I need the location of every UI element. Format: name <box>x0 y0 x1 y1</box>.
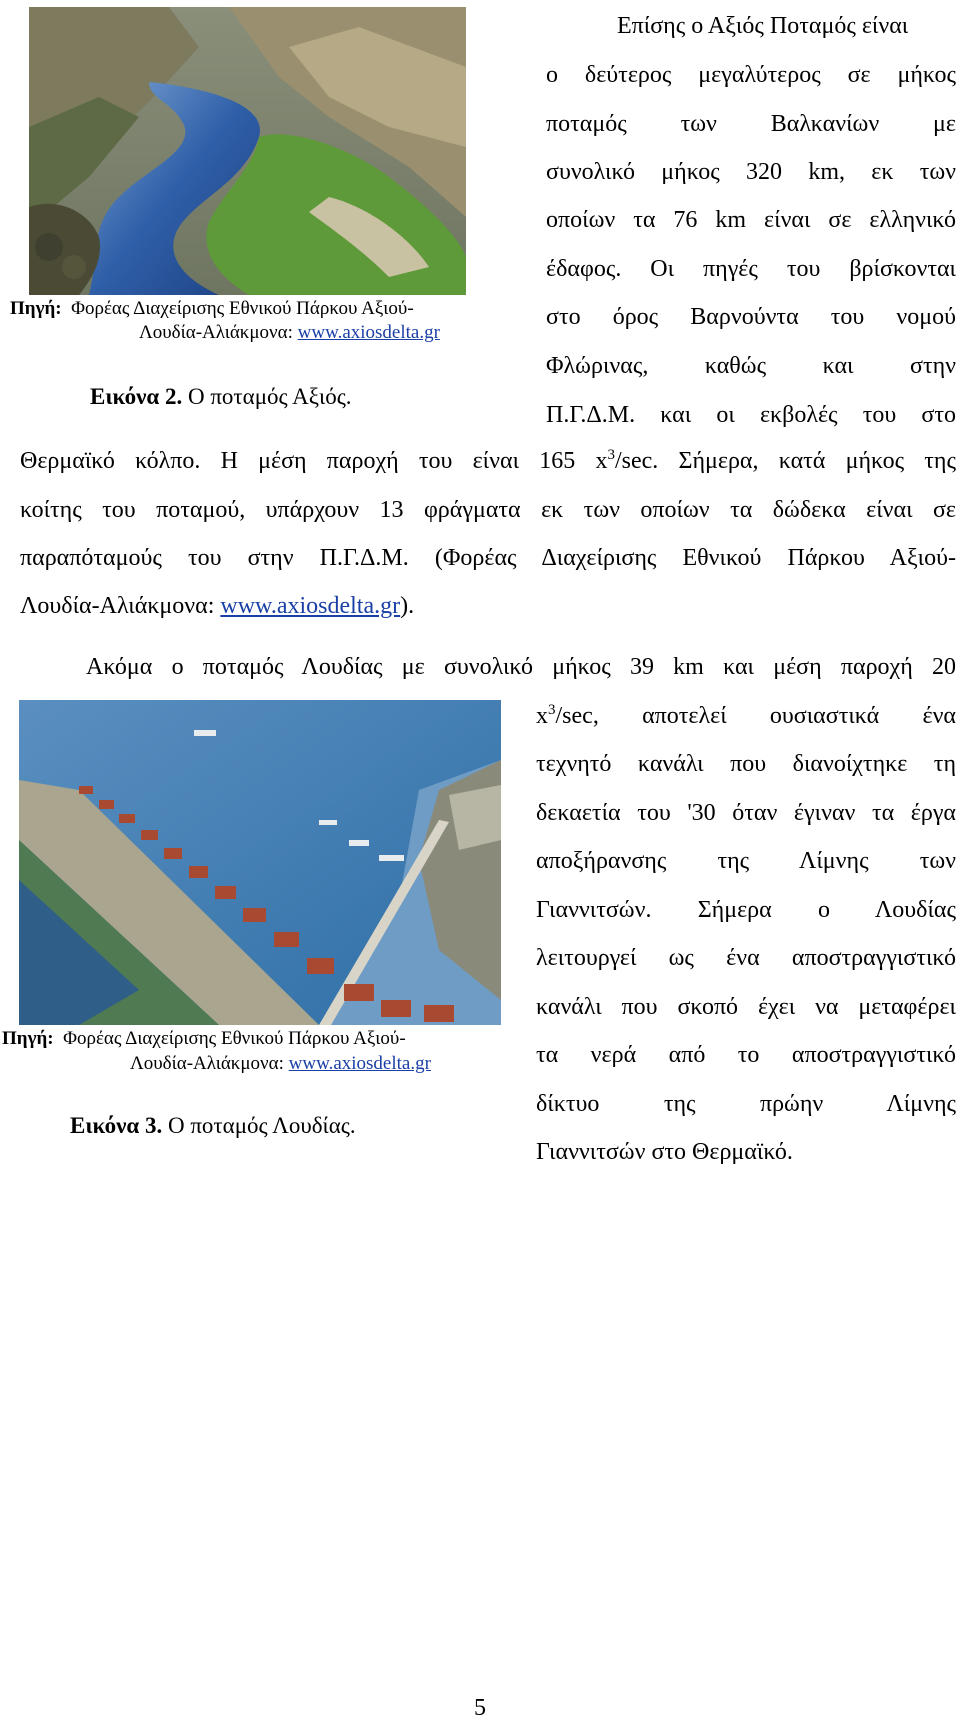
section1-full-line-1 <box>20 447 956 475</box>
figure2-caption-label: Εικόνα 2. <box>90 384 183 409</box>
loudias-river-photo <box>19 700 501 1025</box>
figure2-source-line2 <box>139 321 440 345</box>
section1-full-line-2: κοίτης του ποταμού, υπάρχουν 13 φράγματα εκ των οποίων τα δώδεκα είναι σε <box>20 497 956 523</box>
section2-line-7: κανάλι που σκοπό έχει να μεταφέρει <box>536 994 956 1020</box>
figure2-source-text: Φορέας Διαχείρισης Εθνικού Πάρκου Αξιού- <box>71 298 414 319</box>
section1-line-1: Επίσης ο Αξιός Ποταμός είναι <box>617 13 909 39</box>
figure2-source-text2: Λουδία-Αλιάκμονα: <box>139 322 298 343</box>
section2-line-6: λειτουργεί ως ένα αποστραγγιστικό <box>536 945 956 971</box>
section1-full-line-4 <box>20 592 414 620</box>
figure2-source <box>10 297 414 321</box>
section2-line-1 <box>536 702 956 730</box>
figure2-source-link[interactable]: www.axiosdelta.gr <box>297 322 440 343</box>
section2-line-4: αποξήρανσης της Λίμνης των <box>536 848 956 874</box>
figure3-source-link[interactable]: www.axiosdelta.gr <box>288 1053 431 1074</box>
full-line-4-text: Λουδία-Αλιάκμονα: <box>20 593 221 619</box>
figure3-source-text: Φορέας Διαχείρισης Εθνικού Πάρκου Αξιού- <box>63 1028 406 1049</box>
section2-line-9: δίκτυο της πρώην Λίμνης <box>536 1091 956 1117</box>
figure3-caption <box>70 1112 356 1140</box>
section1-line-8: Φλώρινας, καθώς και στην <box>546 353 956 379</box>
section2-line-1-text: x <box>536 703 548 729</box>
figure3-source-line2 <box>130 1052 431 1076</box>
loudias-river-illustration <box>19 700 501 1025</box>
section2-line-1-text-after: /sec, αποτελεί ουσιαστικά ένα <box>555 703 956 729</box>
full-line-4-link[interactable]: www.axiosdelta.gr <box>220 593 401 619</box>
section1-line-5: οποίων τα 76 km είναι σε ελληνικό <box>546 207 956 233</box>
figure3-source-label: Πηγή: <box>2 1028 54 1049</box>
figure2-caption <box>90 383 352 411</box>
section2-line-5: Γιαννιτσών. Σήμερα ο Λουδίας <box>536 897 956 923</box>
section2-line-2: τεχνητό κανάλι που διανοίχτηκε τη <box>536 751 956 777</box>
axios-river-illustration <box>29 7 466 295</box>
section2-last-line: Γιαννιτσών στο Θερμαϊκό. <box>536 1139 793 1165</box>
section2-line-8: τα νερά από το αποστραγγιστικό <box>536 1042 956 1068</box>
section1-full-line-3: παραπόταμούς του στην Π.Γ.Δ.Μ. (Φορέας Διαχείρισης Εθνικού Πάρκου Αξιού- <box>20 545 956 571</box>
section1-line-6: έδαφος. Οι πηγές του βρίσκονται <box>546 256 956 282</box>
axios-river-photo <box>29 7 466 295</box>
figure3-source <box>2 1027 406 1051</box>
figure2-source-label: Πηγή: <box>10 298 62 319</box>
section2-first-line: Ακόμα ο ποταμός Λουδίας με συνολικό μήκος 39 km και μέση παροχή 20 <box>86 654 956 680</box>
full-line-1-sup: 3 <box>607 447 615 463</box>
section1-line-4: συνολικό μήκος 320 km, εκ των <box>546 159 956 185</box>
section1-line-7: στο όρος Βαρνούντα του νομού <box>546 304 956 330</box>
section1-line-9: Π.Γ.Δ.Μ. και οι εκβολές του στο <box>546 402 956 428</box>
section1-line-2: ο δεύτερος μεγαλύτερος σε μήκος <box>546 62 956 88</box>
full-line-1-text-after: /sec. Σήμερα, κατά μήκος της <box>614 448 956 474</box>
figure2-caption-text: Ο ποταμός Αξιός. <box>182 384 352 409</box>
section2-line-3: δεκαετία του '30 όταν έγιναν τα έργα <box>536 800 956 826</box>
figure3-caption-label: Εικόνα 3. <box>70 1113 163 1138</box>
section2-line-1-sup: 3 <box>548 702 556 718</box>
full-line-1-text: Θερμαϊκό κόλπο. Η μέση παροχή του είναι 165 x <box>20 448 608 474</box>
page-number: 5 <box>474 1695 486 1721</box>
figure3-source-text2: Λουδία-Αλιάκμονα: <box>130 1053 289 1074</box>
figure3-caption-text: Ο ποταμός Λουδίας. <box>162 1113 356 1138</box>
section1-line-3: ποταμός των Βαλκανίων με <box>546 111 956 137</box>
full-line-4-text-after: ). <box>400 593 415 619</box>
